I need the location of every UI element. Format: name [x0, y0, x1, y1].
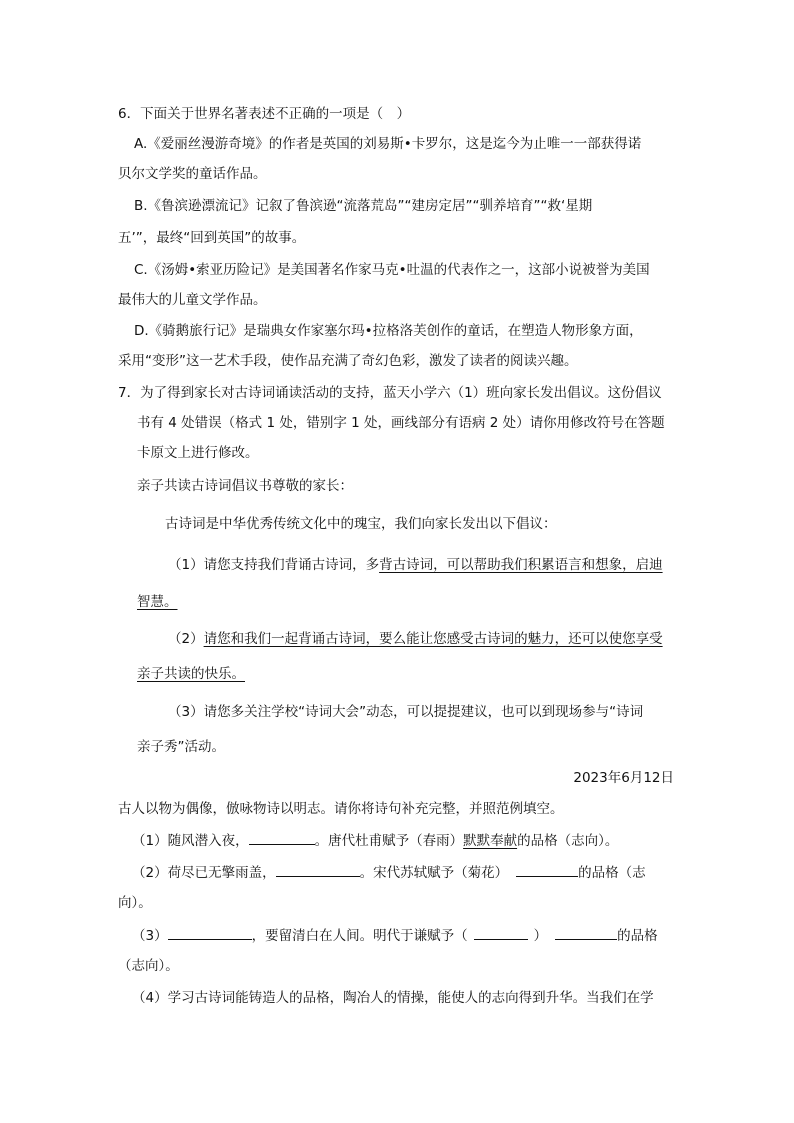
item-3-blank-3[interactable] [555, 925, 617, 940]
q6-option-c-line2: 最伟大的儿童文学作品。 [118, 292, 267, 308]
item-2-text-c: 的品格（志 [578, 865, 646, 881]
item-2-blank-2[interactable] [516, 862, 578, 877]
item-2-blank-1[interactable] [276, 862, 360, 877]
point-2-underlined: 请您和我们一起背诵古诗词，要么能让您感受古诗词的魅力，还可以使您享受 [203, 631, 663, 647]
item-1-text-d: 的品格（志向）。 [517, 833, 619, 849]
q6-option-b-line1: B.《鲁滨逊漂流记》记叙了鲁滨逊“流落荒岛”“建房定居”“驯养培育”“救‘星期 [134, 198, 593, 214]
letter-point-2 [168, 629, 663, 649]
q8-item-2-cont: 向）。 [118, 895, 152, 911]
q8-item-4: （4）学习古诗词能铸造人的品格，陶冶人的情操，能使人的志向得到升华。当我们在学 [132, 990, 654, 1006]
item-1-example-answer: 默默奉献 [463, 833, 518, 849]
q7-stem-line1: 7．为了得到家长对古诗词诵读活动的支持，蓝天小学六（1）班向家长发出倡议。这份倡议 [118, 385, 662, 401]
q8-item-3 [132, 925, 658, 946]
q6-option-d-line1: D.《骑鹅旅行记》是瑞典女作家塞尔玛•拉格洛芙创作的童话，在塑造人物形象方面， [134, 323, 643, 339]
letter-point-3: （3）请您多关注学校“诗词大会”动态，可以提提建议，也可以到现场参与“诗词 [168, 704, 644, 720]
item-3-text-c: ） [533, 928, 548, 944]
letter-point-3-cont: 亲子秀”活动。 [137, 739, 225, 755]
q6-option-b-line2: 五’”，最终“回到英国”的故事。 [118, 230, 306, 246]
q6-option-d-line2: 采用“变形”这一艺术手段，使作品充满了奇幻色彩，激发了读者的阅读兴趣。 [118, 353, 578, 369]
q6-option-a-line2: 贝尔文学奖的童话作品。 [118, 166, 267, 182]
item-3-text-a: （3） [132, 928, 168, 944]
item-3-blank-1[interactable] [168, 925, 252, 940]
letter-point-2-cont [137, 664, 245, 684]
item-1-blank[interactable] [249, 830, 315, 845]
item-3-blank-2[interactable] [474, 925, 528, 940]
item-3-text-d: 的品格 [617, 928, 658, 944]
letter-point-1 [168, 555, 663, 575]
item-1-text-a: （1）随风潜入夜， [132, 833, 249, 849]
q8-item-2 [132, 862, 646, 883]
q8-item-1 [132, 830, 618, 851]
letter-heading: 亲子共读古诗词倡议书尊敬的家长： [137, 478, 353, 494]
q7-stem-line2: 书有 4 处错误（格式 1 处，错别字 1 处，画线部分有语病 2 处）请你用修改符号在答题 [137, 415, 665, 431]
q6-option-c-line1: C.《汤姆•索亚历险记》是美国著名作家马克•吐温的代表作之一，这部小说被誉为美国 [134, 262, 650, 278]
q6-option-a-line1: A.《爱丽丝漫游奇境》的作者是英国的刘易斯•卡罗尔，这是迄今为止唯一一部获得诺 [134, 136, 642, 152]
letter-date: 2023年6月12日 [573, 770, 674, 786]
point-2-number: （2） [168, 631, 204, 647]
point-1-underlined: 背古诗词，可以帮助我们积累语言和想象，启迪 [379, 557, 663, 573]
point-1-text: （1）请您支持我们背诵古诗词，多 [168, 557, 380, 573]
point-1-underlined-cont: 智慧。 [137, 594, 178, 610]
point-2-underlined-cont: 亲子共读的快乐。 [137, 666, 245, 682]
item-3-text-b: ，要留清白在人间。明代于谦赋予（ [251, 928, 468, 944]
letter-intro: 古诗词是中华优秀传统文化中的瑰宝，我们向家长发出以下倡议： [165, 516, 557, 532]
letter-point-1-cont [137, 592, 178, 612]
q8-intro: 古人以物为偶像，倣咏物诗以明志。请你将诗句补充完整，并照范例填空。 [118, 801, 564, 817]
item-2-text-a: （2）荷尽已无擎雨盖， [132, 865, 276, 881]
item-2-text-b: 。宋代苏轼赋予（菊花） [359, 865, 509, 881]
q6-stem: 6．下面关于世界名著表述不正确的一项是（ ） [118, 106, 411, 122]
item-1-text-b: 。唐代杜甫赋予（春雨） [314, 833, 464, 849]
q7-stem-line3: 卡原文上进行修改。 [137, 445, 259, 461]
q8-item-3-cont: （志向）。 [118, 958, 179, 974]
